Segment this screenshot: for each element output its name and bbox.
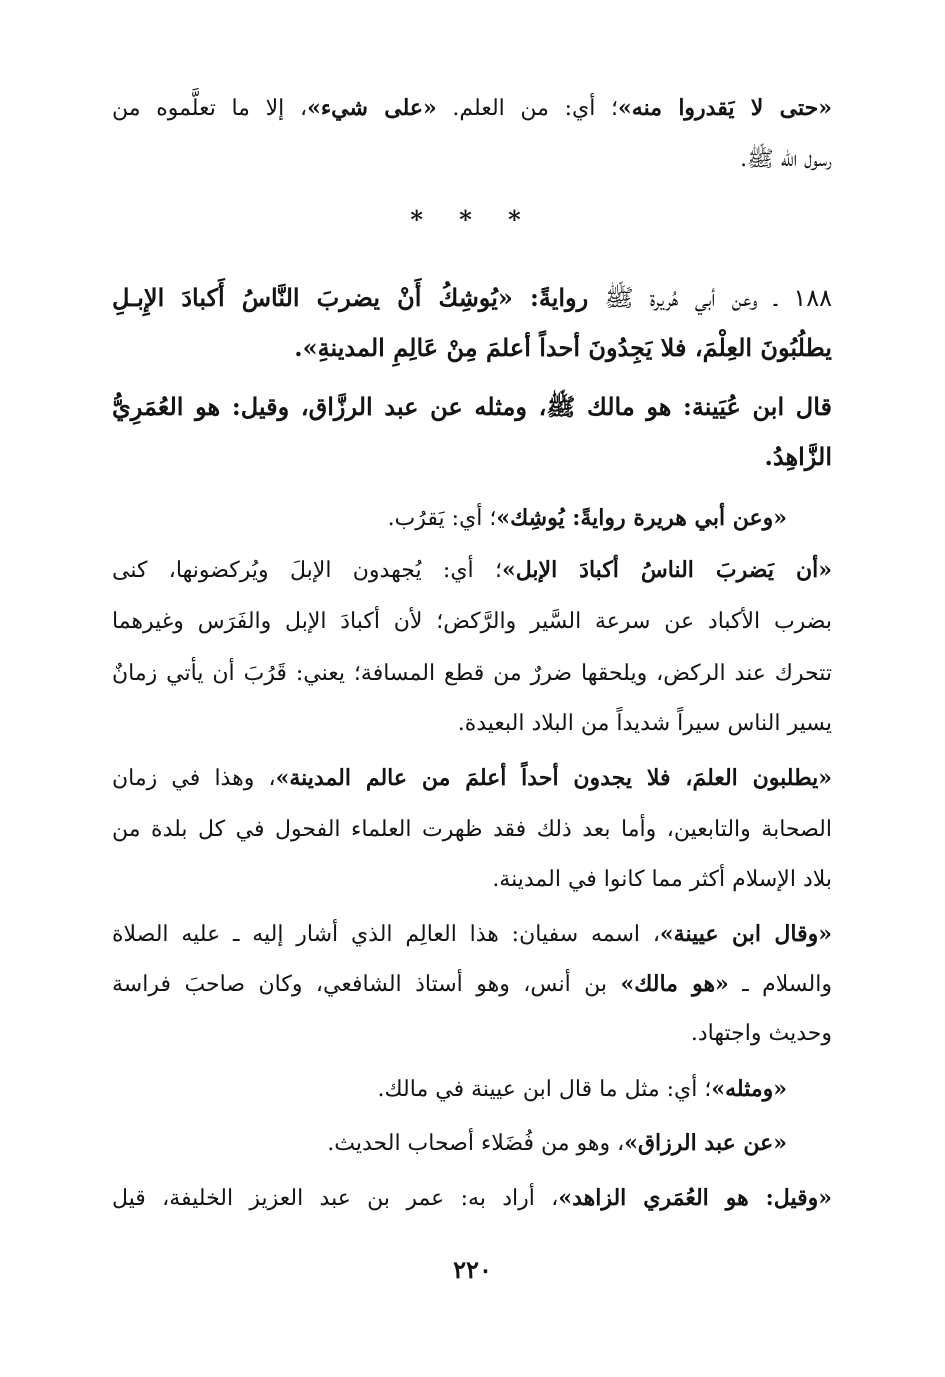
- text-run: والسلام ـ: [728, 972, 832, 997]
- bold-text-run: «وعن أبي هريرة روايةً: يُوشِك»: [496, 505, 787, 531]
- text-line: [112, 93, 832, 124]
- text-line: [112, 815, 832, 845]
- text-run: تتحرك عند الركض، ويلحقها ضررٌ من قطع المسافة؛ يعني: قَرُبَ أن يأتي زمانٌ: [112, 661, 832, 686]
- text-line: [112, 919, 832, 950]
- text-run: ، وهذا في زمان: [112, 766, 276, 791]
- text-line: [112, 659, 832, 689]
- text-line: [67, 1074, 787, 1105]
- bold-text-run: «وقال ابن عيينة»: [659, 921, 833, 947]
- text-run: ، إلا ما تعلَّموه من: [112, 96, 308, 121]
- bold-text-run: «يطلبون العلمَ، فلا يجدون أحداً أعلمَ من عالم المدينة»: [275, 765, 832, 791]
- text-line: [67, 1128, 787, 1159]
- text-run: ؛ أي: من العلم.: [436, 96, 619, 121]
- text-run: ، اسمه سفيان: هذا العالِم الذي أشار إليه ـ عليه الصلاة: [112, 922, 660, 947]
- text-run: ﷺ: [588, 284, 634, 312]
- text-run: بلاد الإسلام أكثر مما كانوا في المدينة.: [492, 867, 832, 892]
- text-line: [112, 390, 832, 424]
- text-line: [112, 1019, 832, 1049]
- text-line: [112, 1183, 832, 1214]
- bold-text-run: «ومثله»: [711, 1076, 787, 1102]
- text-run: وحديث واجتهاد.: [690, 1021, 832, 1046]
- text-run: يسير الناس سيراً شديداً من البلاد البعيدة.: [457, 711, 832, 736]
- text-line: [112, 607, 832, 637]
- hadith-text-line: [112, 331, 832, 365]
- bold-text-run: «حتى لا يَقدروا منه»: [618, 95, 833, 121]
- bold-text-run: روايةً: «يُوشِكُ أَنْ يضربَ النَّاسُ أَكبادَ الإِبـلِ: [112, 283, 589, 312]
- text-line: [67, 503, 787, 534]
- text-run: بن أنس، وهو أستاذ الشافعي، وكان صاحبَ فراسة: [112, 972, 621, 997]
- text-line: [112, 555, 832, 586]
- bold-text-run: «عن عبد الرزاق»: [624, 1130, 787, 1156]
- page-number: ٢٢٠: [453, 1255, 492, 1284]
- text-run: ؛ أي: يَقرُب.: [387, 506, 497, 531]
- text-line: [112, 969, 832, 1000]
- section-separator: * * *: [410, 205, 535, 234]
- bold-text-run: يطلُبُونَ العِلْمَ، فلا يَجِدُونَ أحداً أعلمَ مِنْ عَالِمِ المدينةِ».: [294, 333, 832, 362]
- text-run: ١٨٨ ـ وعن أبي هُريرة: [633, 284, 832, 312]
- text-line: [112, 440, 832, 474]
- bold-text-run: قال ابن عُيَينة: هو مالك ﷺ، ومثله عن عبد الرزَّاق، وقيل: هو العُمَرِيُّ: [112, 392, 832, 421]
- hadith-heading-line: [112, 281, 832, 315]
- bold-text-run: «وقيل: هو العُمَري الزاهد»: [558, 1185, 832, 1211]
- text-run: ، وهو من فُضَلاء أصحاب الحديث.: [327, 1131, 625, 1156]
- text-run: ؛ أي: يُجهدون الإبلَ ويُركضونها، كنى: [112, 558, 502, 583]
- text-run: ؛ أي: مثل ما قال ابن عيينة في مالك.: [377, 1077, 712, 1102]
- bold-text-run: الزَّاهِدُ.: [764, 442, 832, 471]
- bold-text-run: «أن يَضربَ الناسُ أكبادَ الإبل»: [501, 557, 832, 583]
- bold-text-run: «هو مالك»: [620, 971, 729, 997]
- text-line: [112, 145, 832, 175]
- text-run: الصحابة والتابعين، وأما بعد ذلك فقد ظهرت العلماء الفحول في كل بلدة من: [112, 817, 832, 842]
- text-line: [112, 763, 832, 794]
- text-line: [112, 865, 832, 895]
- text-run: بضرب الأكباد عن سرعة السَّير والرَّكض؛ لأن أكبادَ الإبل والفَرَس وغيرهما: [112, 609, 832, 634]
- text-line: [112, 709, 832, 739]
- text-run: ، أراد به: عمر بن عبد العزيز الخليفة، قيل: [112, 1186, 559, 1211]
- bold-text-run: «على شيء»: [307, 95, 437, 121]
- text-run: رسول الله ﷺ.: [740, 147, 832, 172]
